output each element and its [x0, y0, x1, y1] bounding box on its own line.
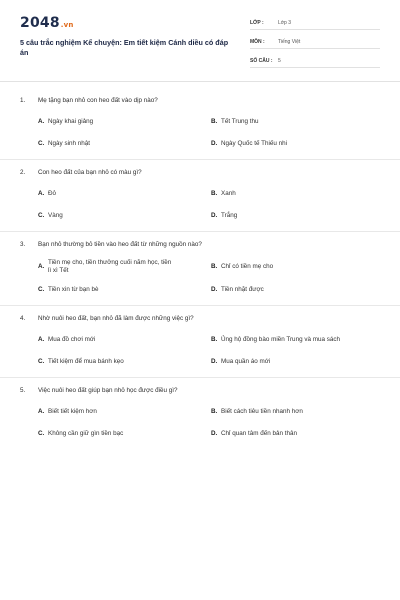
site-logo[interactable]: [20, 16, 235, 32]
option-letter: B.: [211, 408, 218, 415]
option-text: Ủng hộ đồng bào miền Trung và mua sách: [221, 336, 341, 343]
header-left: [20, 16, 235, 58]
question-number: 2.: [20, 169, 26, 176]
meta-row-subject: [250, 35, 380, 49]
option-letter: D.: [211, 358, 218, 365]
answer-option-a[interactable]: [38, 183, 211, 205]
document-meta: [250, 16, 380, 73]
question-text: [20, 314, 380, 323]
option-text: Đỏ: [48, 190, 57, 197]
option-letter: A.: [38, 336, 45, 343]
answer-option-b[interactable]: [211, 183, 384, 205]
answer-options: [38, 111, 380, 155]
option-letter: B.: [211, 336, 218, 343]
option-letter: D.: [211, 286, 218, 293]
option-letter: C.: [38, 430, 45, 437]
option-text: Tiết kiệm để mua bánh kẹo: [48, 358, 124, 365]
question-number: 4.: [20, 315, 26, 322]
answer-option-a[interactable]: [38, 111, 211, 133]
option-text: Tiền xin từ bạn bè: [48, 286, 99, 293]
option-text: Chỉ quan tâm đến bản thân: [221, 430, 297, 437]
meta-label: MÔN :: [250, 38, 265, 45]
question-1: [20, 96, 380, 155]
question-divider: [0, 159, 400, 160]
question-divider: [0, 377, 400, 378]
option-text: Vàng: [48, 212, 63, 219]
answer-option-a[interactable]: [38, 329, 211, 351]
question-5: [20, 386, 380, 445]
option-letter: D.: [211, 212, 218, 219]
answer-option-d[interactable]: [211, 205, 384, 227]
option-text: Trắng: [221, 212, 238, 219]
option-text: Ngày Quốc tế Thiếu nhi: [221, 140, 288, 147]
meta-value: Lớp 3: [278, 19, 292, 26]
option-text: Ngày sinh nhật: [48, 140, 91, 147]
option-text: Không cần giữ gìn tiền bạc: [48, 430, 124, 437]
question-prompt: Việc nuôi heo đất giúp bạn nhỏ học được điều gì?: [38, 387, 178, 394]
option-text: Mua quần áo mới: [221, 358, 271, 365]
question-text: [20, 240, 380, 249]
question-text: [20, 168, 380, 177]
document-title: 5 câu trắc nghiệm Kể chuyện: Em tiết kiệm Cánh diều có đáp án: [20, 38, 229, 57]
answer-option-a[interactable]: [38, 401, 211, 423]
option-text: Ngày khai giảng: [48, 118, 94, 125]
option-text: Biết cách tiêu tiền nhanh hơn: [221, 408, 303, 415]
option-letter: B.: [211, 190, 218, 197]
question-number: 3.: [20, 241, 26, 248]
meta-value: Tiếng Việt: [278, 38, 301, 45]
answer-option-b[interactable]: [211, 111, 384, 133]
question-text: [20, 96, 380, 105]
option-text: Mua đồ chơi mới: [48, 336, 96, 343]
option-text: Xanh: [221, 190, 236, 197]
question-divider: [0, 305, 400, 306]
option-text: Tết Trung thu: [221, 118, 259, 125]
answer-option-d[interactable]: [211, 423, 384, 445]
option-letter: C.: [38, 140, 45, 147]
question-prompt: Con heo đất của bạn nhỏ có màu gì?: [38, 169, 142, 176]
option-letter: B.: [211, 263, 218, 270]
logo-main-text: 2048: [20, 15, 60, 31]
option-letter: B.: [211, 118, 218, 125]
question-text: [20, 386, 380, 395]
answer-options: [38, 255, 380, 301]
header-divider: [0, 81, 400, 82]
question-list: [20, 96, 380, 445]
question-prompt: Mẹ tặng bạn nhỏ con heo đất vào dịp nào?: [38, 97, 158, 104]
document-header: [20, 16, 380, 73]
logo-suffix-text: .vn: [60, 21, 74, 29]
option-text: Biết tiết kiệm hơn: [48, 408, 97, 415]
option-letter: C.: [38, 358, 45, 365]
answer-option-d[interactable]: [211, 351, 384, 373]
question-4: [20, 314, 380, 373]
option-text: Tiền mẹ cho, tiền thưởng cuối năm học, tiền lì xì Tết: [48, 259, 172, 274]
answer-options: [38, 401, 380, 445]
option-text: Tiền nhặt được: [221, 286, 264, 293]
meta-row-class: [250, 16, 380, 30]
meta-row-question-count: [250, 54, 380, 68]
answer-option-c[interactable]: [38, 205, 211, 227]
question-prompt: Nhờ nuôi heo đất, bạn nhỏ đã làm được những việc gì?: [38, 315, 194, 322]
meta-label: LỚP :: [250, 19, 264, 26]
answer-option-c[interactable]: [38, 133, 211, 155]
answer-option-d[interactable]: [211, 279, 384, 301]
answer-options: [38, 329, 380, 373]
answer-option-b[interactable]: [211, 329, 384, 351]
answer-option-c[interactable]: [38, 351, 211, 373]
question-3: [20, 240, 380, 301]
meta-value: 5: [278, 57, 281, 64]
answer-option-c[interactable]: [38, 423, 211, 445]
option-letter: D.: [211, 140, 218, 147]
option-letter: A.: [38, 408, 45, 415]
option-letter: A.: [38, 190, 45, 197]
question-number: 1.: [20, 97, 26, 104]
option-text: Chỉ có tiền mẹ cho: [221, 263, 274, 270]
option-letter: D.: [211, 430, 218, 437]
answer-options: [38, 183, 380, 227]
answer-option-b[interactable]: [211, 401, 384, 423]
meta-label: SỐ CÂU :: [250, 57, 273, 64]
answer-option-a[interactable]: [38, 255, 211, 279]
answer-option-b[interactable]: [211, 255, 384, 279]
question-number: 5.: [20, 387, 26, 394]
option-letter: C.: [38, 212, 45, 219]
answer-option-c[interactable]: [38, 279, 211, 301]
question-2: [20, 168, 380, 227]
question-divider: [0, 231, 400, 232]
option-letter: C.: [38, 286, 45, 293]
question-prompt: Bạn nhỏ thường bỏ tiền vào heo đất từ những nguồn nào?: [38, 241, 202, 248]
answer-option-d[interactable]: [211, 133, 384, 155]
option-letter: A.: [38, 263, 45, 270]
option-letter: A.: [38, 118, 45, 125]
